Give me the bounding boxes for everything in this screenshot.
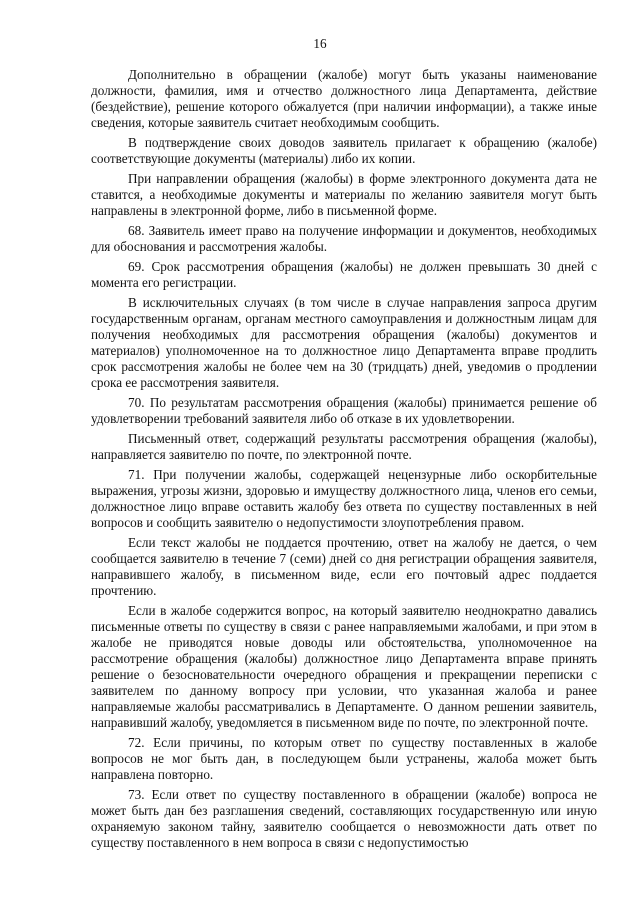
paragraph-repeated-question: Если в жалобе содержится вопрос, на который заявителю неоднократно давались письменные ответы по существу в связи с ранее направляемыми жалобами, и при этом в жалобе не приводятся новые доводы или обстоятельства, уполномоченное на рассмотрение обращения (жалобы) должностное лицо Департамента вправе принять решение о безосновательности очередного обращения и прекращении переписки с заявителем по данному вопросу при условии, что указанная жалоба и ранее направляемые жалобы рассматривались в Департаменте. О данном решении заявитель, направивший жалобу, уведомляется в письменном виде по почте, по электронной почте. bbox=[91, 603, 597, 730]
page-number: 16 bbox=[313, 36, 327, 51]
paragraph-written-response: Письменный ответ, содержащий результаты рассмотрения обращения (жалобы), направляется заявителю по почте, по электронной почте. bbox=[91, 431, 597, 462]
paragraph-71: 71. При получении жалобы, содержащей нецензурные либо оскорбительные выражения, угрозы жизни, здоровью и имуществу должностного лица, членов его семьи, должностное лицо вправе оставить жалобу без ответа по существу поставленных в ней вопросов и сообщить заявителю о недопустимости злоупотребления правом. bbox=[91, 467, 597, 530]
paragraph-unreadable-text: Если текст жалобы не поддается прочтению, ответ на жалобу не дается, о чем сообщается заявителю в течение 7 (семи) дней со дня регистрации обращения заявителя, направившего жалобу, в письменном виде, если его почтовый адрес поддается прочтению. bbox=[91, 535, 597, 598]
paragraph-exceptional-cases: В исключительных случаях (в том числе в случае направления запроса другим государственным органам, органам местного самоуправления и должностным лицам для получения необходимых для рассмотрения обращения (жалобы) документов и материалов) уполномоченное на то должностное лицо Департамента вправе продлить срок рассмотрения жалобы не более чем на 30 (тридцать) дней, уведомив о продлении срока ее рассмотрения заявителя. bbox=[91, 295, 597, 390]
paragraph-supporting-documents: В подтверждение своих доводов заявитель прилагает к обращению (жалобе) соответствующие документы (материалы) либо их копии. bbox=[91, 135, 597, 166]
paragraph-72: 72. Если причины, по которым ответ по существу поставленных в жалобе вопросов не мог быть дан, в последующем были устранены, жалоба может быть направлена повторно. bbox=[91, 735, 597, 782]
paragraph-electronic-submission: При направлении обращения (жалобы) в форме электронного документа дата не ставится, а необходимые документы и материалы по желанию заявителя могут быть направлены в электронной форме, либо в письменной форме. bbox=[91, 171, 597, 218]
paragraph-69: 69. Срок рассмотрения обращения (жалобы) не должен превышать 30 дней с момента его регистрации. bbox=[91, 259, 597, 290]
paragraph-73: 73. Если ответ по существу поставленного в обращении (жалобе) вопроса не может быть дан без разглашения сведений, составляющих государственную или иную охраняемую законом тайну, заявителю сообщается о невозможности дать ответ по существу поставленного в нем вопроса в связи с недопустимостью bbox=[91, 787, 597, 850]
paragraph-68: 68. Заявитель имеет право на получение информации и документов, необходимых для обоснования и рассмотрения жалобы. bbox=[91, 223, 597, 254]
paragraph-additional-info: Дополнительно в обращении (жалобе) могут быть указаны наименование должности, фамилия, имя и отчество должностного лица Департамента, действие (бездействие), решение которого обжалуется (при наличии информации), а также иные сведения, которые заявитель считает необходимым сообщить. bbox=[91, 67, 597, 130]
paragraph-70: 70. По результатам рассмотрения обращения (жалобы) принимается решение об удовлетворении требований заявителя либо об отказе в их удовлетворении. bbox=[91, 395, 597, 426]
document-body bbox=[91, 67, 597, 851]
